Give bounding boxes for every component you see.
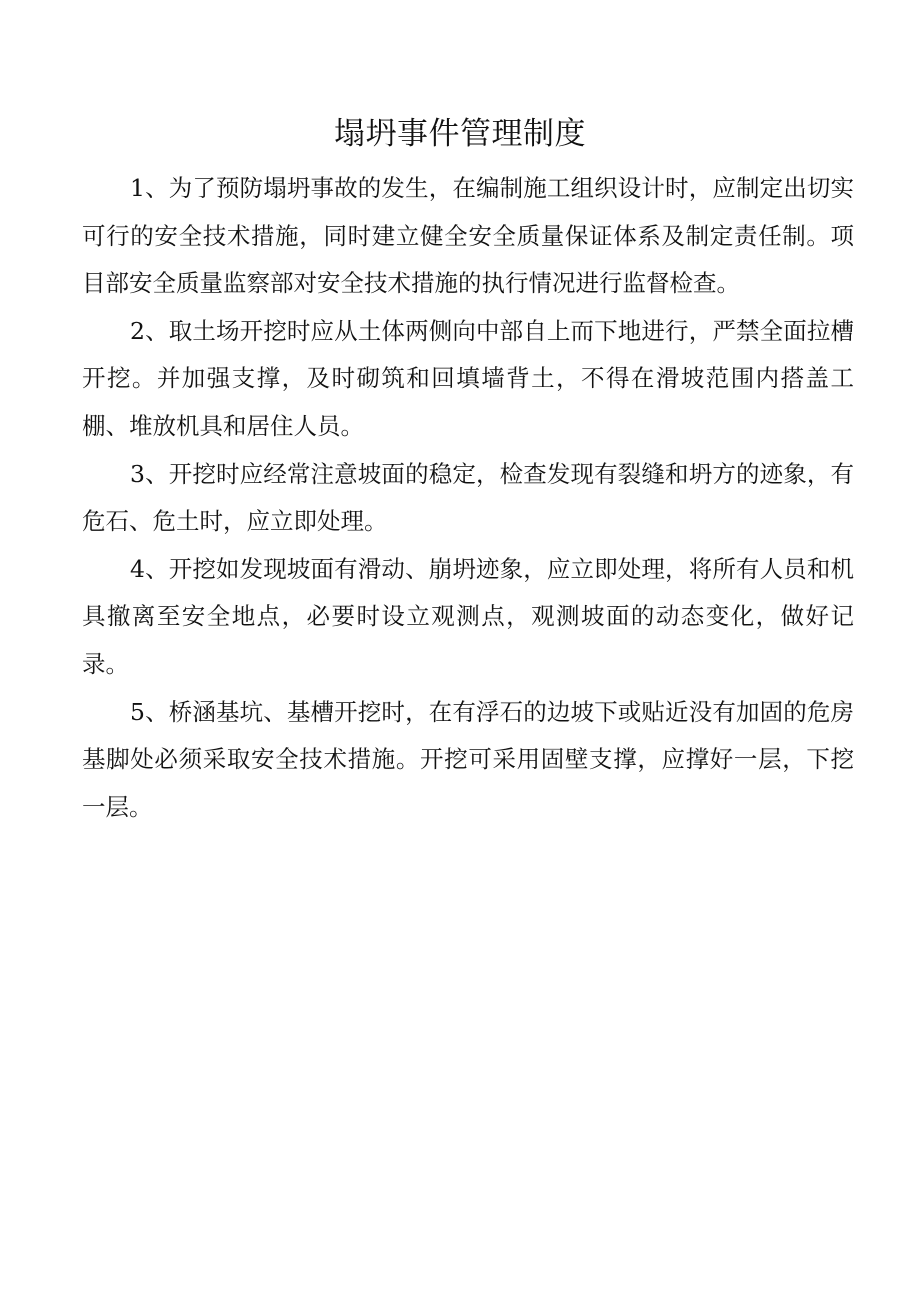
paragraph-4: 4、开挖如发现坡面有滑动、崩坍迹象，应立即处理，将所有人员和机具撤离至安全地点，必要时设立观测点，观测坡面的动态变化，做好记录。	[82, 554, 854, 678]
paragraph-1: 1、为了预防塌坍事故的发生，在编制施工组织设计时，应制定出切实可行的安全技术措施，同时建立健全安全质量保证体系及制定责任制。项目部安全质量监察部对安全技术措施的执行情况进行监督检查。	[82, 174, 854, 298]
document-body	[82, 165, 854, 831]
paragraph-3: 3、开挖时应经常注意坡面的稳定，检查发现有裂缝和坍方的迹象，有危石、危土时，应立即处理。	[82, 459, 854, 536]
document-title: 塌坍事件管理制度	[334, 116, 586, 152]
paragraph-5: 5、桥涵基坑、基槽开挖时，在有浮石的边坡下或贴近没有加固的危房基脚处必须采取安全技术措施。开挖可采用固壁支撑，应撑好一层，下挖一层。	[82, 697, 854, 821]
paragraph-2: 2、取土场开挖时应从土体两侧向中部自上而下地进行，严禁全面拉槽开挖。并加强支撑，及时砌筑和回填墙背土，不得在滑坡范围内搭盖工棚、堆放机具和居住人员。	[82, 316, 854, 440]
